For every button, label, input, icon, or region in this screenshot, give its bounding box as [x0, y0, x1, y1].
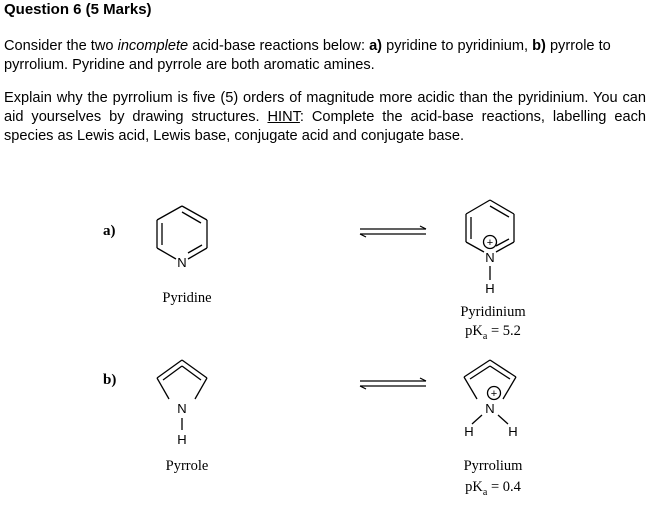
pka-prefix-a: pK: [465, 323, 483, 339]
intro-text-1: Consider the two: [4, 38, 118, 54]
pyrrole-h-atom: H: [177, 432, 187, 447]
pyrrolium-name: Pyrrolium: [463, 458, 523, 474]
pyridinium-h-atom: H: [485, 281, 495, 296]
pyrrolium-h-left: H: [464, 424, 474, 439]
pyridinium-pka: [445, 323, 541, 342]
hint-label: HINT: [267, 109, 300, 125]
question-task: [4, 89, 646, 146]
pka-value-b: = 0.4: [487, 479, 521, 495]
pyridine-structure: [145, 198, 225, 278]
pka-prefix-b: pK: [465, 479, 483, 495]
intro-emphasis: incomplete: [117, 38, 189, 54]
pyridinium-structure: [452, 190, 532, 300]
pyrrolium-pka: [445, 479, 541, 498]
intro-text-2: acid-base reactions below:: [188, 38, 370, 54]
reaction-a-label: a): [103, 223, 116, 239]
pyrrolium-charge: +: [490, 388, 498, 400]
intro-text-4: pyrrole to pyrrolium. Pyridine and pyrrole are both aromatic amines.: [4, 38, 611, 73]
pyrrolium-structure: [452, 352, 542, 448]
question-intro: [4, 37, 646, 75]
pyrrole-name: Pyrrole: [165, 458, 209, 474]
equilibrium-arrow-b: [354, 376, 434, 392]
pka-sub-b: a: [482, 486, 488, 498]
pyridine-n-atom: N: [177, 255, 187, 270]
pyrrole-n-atom: N: [177, 401, 187, 416]
pyrrolium-h-right: H: [508, 424, 518, 439]
pyridine-name: Pyridine: [162, 290, 212, 306]
equilibrium-arrow-a: [354, 224, 434, 240]
pyridinium-n-atom: N: [485, 250, 495, 265]
pyrrolium-n-atom: N: [485, 401, 495, 416]
pyrrole-structure: [145, 352, 225, 448]
reaction-b-label: b): [103, 372, 117, 388]
intro-text-3: pyridine to pyridinium,: [382, 38, 533, 54]
intro-label-a: a): [369, 38, 383, 54]
pyridinium-name: Pyridinium: [460, 304, 526, 320]
task-text-1: Explain why the pyrrolium is five (5) orders of magnitude more acidic than the pyridinium. You can aid yourselves by drawing structures.: [4, 90, 646, 125]
question-heading: Question 6 (5 Marks): [4, 1, 152, 18]
pyridinium-charge: +: [486, 237, 494, 249]
pka-value-a: = 5.2: [487, 323, 521, 339]
pka-sub-a: a: [482, 330, 488, 342]
task-text-2: : Complete the acid-base reactions, labelling each species as Lewis acid, Lewis base, conjugate acid and conjugate base.: [4, 109, 646, 144]
intro-label-b: b): [532, 38, 546, 54]
